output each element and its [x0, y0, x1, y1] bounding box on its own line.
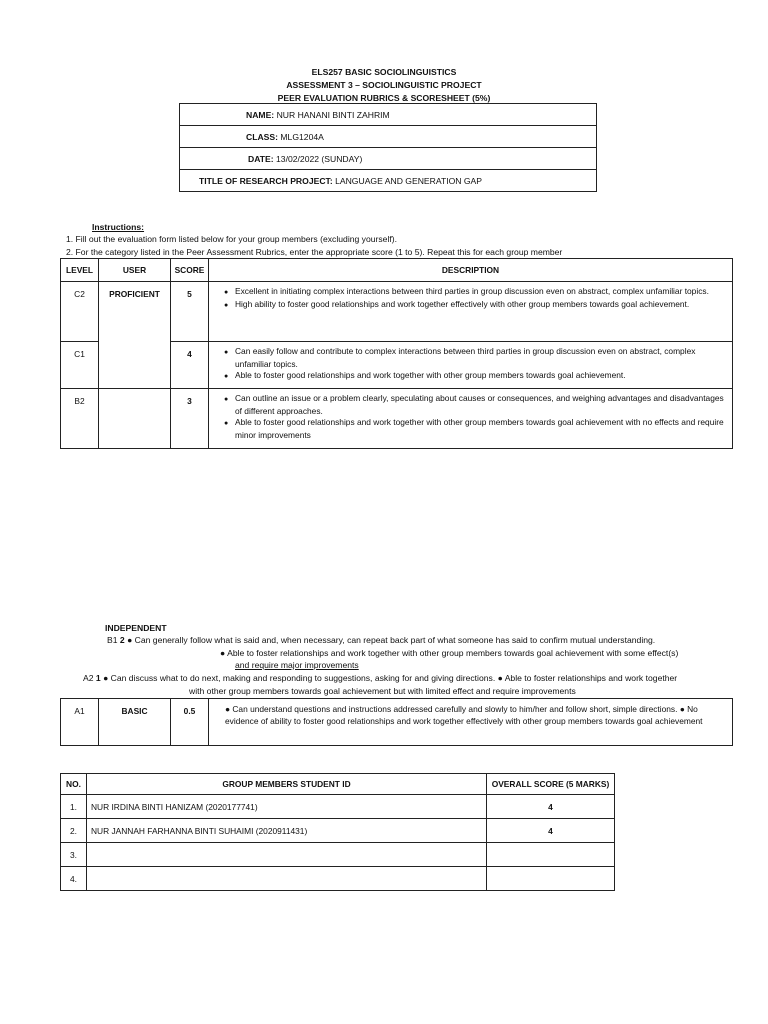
- info-row-title: [180, 170, 597, 192]
- row-number: 2.: [61, 819, 87, 843]
- b1-description: ● Can generally follow what is said and, when necessary, can repeat back part of what someone has said to confirm mutual understanding.: [127, 635, 656, 645]
- description-bullet: ● Can easily follow and contribute to complex interactions between third parties in group discussion even on abstract, complex unfamiliar topics.: [209, 346, 732, 370]
- a2-score: 1: [95, 673, 101, 683]
- level-cell: A1: [61, 699, 99, 746]
- document-subtitle: PEER EVALUATION RUBRICS & SCORESHEET (5%): [277, 93, 491, 103]
- row-number: 3.: [61, 843, 87, 867]
- description-bullet: ● Excellent in initiating complex interactions between third parties in group discussion even on abstract, complex unfamiliar topics.: [209, 286, 732, 299]
- group-members-table: [60, 773, 615, 891]
- b1-score: 2: [119, 635, 125, 645]
- no-header: NO.: [61, 774, 87, 795]
- instruction-1: 1. Fill out the evaluation form listed below for your group members (excluding yourself).: [66, 234, 398, 244]
- group-row: [61, 795, 615, 819]
- user-cell: PROFICIENT: [99, 282, 171, 389]
- description-bullet: ● High ability to foster good relationships and work together effectively with other group members towards goal achievement.: [209, 299, 732, 312]
- group-row: [61, 843, 615, 867]
- rubric-table: [60, 258, 733, 449]
- score-cell: 3: [171, 389, 209, 449]
- date-value: 13/02/2022 (SUNDAY): [276, 153, 363, 164]
- member-cell[interactable]: NUR JANNAH FARHANNA BINTI SUHAIMI (2020911431): [87, 819, 487, 843]
- level-cell: B2: [61, 389, 99, 449]
- a2-line: [83, 673, 677, 683]
- rubric-row-a1: [61, 699, 733, 746]
- level-cell: C2: [61, 282, 99, 342]
- score-cell[interactable]: 4: [487, 819, 615, 843]
- members-header: GROUP MEMBERS STUDENT ID: [87, 774, 487, 795]
- a2-level: A2: [83, 673, 94, 683]
- score-cell: 4: [171, 342, 209, 389]
- rubric-row-b2: [61, 389, 733, 449]
- rubric-row-c2: [61, 282, 733, 342]
- info-row-date: [180, 148, 597, 170]
- description-cell: [209, 389, 733, 449]
- user-cell: BASIC: [99, 699, 171, 746]
- independent-label: INDEPENDENT: [105, 623, 167, 633]
- description-cell: ● Can understand questions and instructions addressed carefully and slowly to him/her and follow short, simple directions. ● No evidence of ability to foster good relationships and work together effectively with other group members towards goal achievement: [209, 699, 733, 746]
- rubric-header-row: [61, 259, 733, 282]
- info-row-class: [180, 126, 597, 148]
- score-cell: 5: [171, 282, 209, 342]
- date-label: DATE:: [248, 153, 274, 164]
- level-cell: C1: [61, 342, 99, 389]
- assessment-title: ASSESSMENT 3 – SOCIOLINGUISTIC PROJECT: [286, 80, 482, 90]
- user-header: USER: [99, 259, 171, 282]
- description-bullet: ● Can outline an issue or a problem clearly, speculating about causes or consequences, and weighing advantages and disadvantages of different approaches.: [209, 393, 732, 417]
- b1-description-2: ● Able to foster relationships and work together with other group members towards goal achievement with some effect(s): [220, 648, 679, 658]
- b1-level: B1: [107, 635, 118, 645]
- instruction-2: 2. For the category listed in the Peer Assessment Rubrics, enter the appropriate score (1 to 5). Repeat this for each group member: [66, 247, 563, 257]
- score-cell: 0.5: [171, 699, 209, 746]
- name-label: NAME:: [246, 109, 275, 120]
- row-number: 1.: [61, 795, 87, 819]
- description-cell: [209, 342, 733, 389]
- description-bullet: ● Able to foster good relationships and work together with other group members towards goal achievement with no effects and require minor improvements: [209, 417, 732, 441]
- course-title: ELS257 BASIC SOCIOLINGUISTICS: [311, 67, 457, 77]
- a2-description-2: with other group members towards goal achievement but with limited effect and require improvements: [189, 686, 576, 696]
- project-title-label: TITLE OF RESEARCH PROJECT:: [199, 175, 333, 186]
- description-bullet: ● Able to foster good relationships and work together with other group members towards goal achievement.: [209, 370, 732, 383]
- project-title-value: LANGUAGE AND GENERATION GAP: [335, 175, 483, 186]
- member-cell[interactable]: [87, 867, 487, 891]
- class-label: CLASS:: [246, 131, 278, 142]
- group-row: [61, 867, 615, 891]
- b1-line: [107, 635, 655, 645]
- instructions-heading: Instructions:: [92, 222, 145, 232]
- group-header-row: [61, 774, 615, 795]
- info-row-name: [180, 104, 597, 126]
- class-value: MLG1204A: [280, 131, 324, 142]
- member-cell[interactable]: NUR IRDINA BINTI HANIZAM (2020177741): [87, 795, 487, 819]
- user-cell: [99, 389, 171, 449]
- member-cell[interactable]: [87, 843, 487, 867]
- description-header: DESCRIPTION: [209, 259, 733, 282]
- score-cell[interactable]: [487, 867, 615, 891]
- name-value: NUR HANANI BINTI ZAHRIM: [276, 109, 390, 120]
- group-row: [61, 819, 615, 843]
- b1-description-3: and require major improvements: [235, 660, 359, 670]
- student-info-table: [179, 103, 597, 192]
- score-cell[interactable]: [487, 843, 615, 867]
- level-header: LEVEL: [61, 259, 99, 282]
- score-cell[interactable]: 4: [487, 795, 615, 819]
- score-header: SCORE: [171, 259, 209, 282]
- description-cell: [209, 282, 733, 342]
- row-number: 4.: [61, 867, 87, 891]
- a2-description: ● Can discuss what to do next, making and responding to suggestions, asking for and giving directions. ● Able to foster relationships and work together: [103, 673, 678, 683]
- overall-score-header: OVERALL SCORE (5 MARKS): [487, 774, 615, 795]
- basic-level-table: [60, 698, 733, 746]
